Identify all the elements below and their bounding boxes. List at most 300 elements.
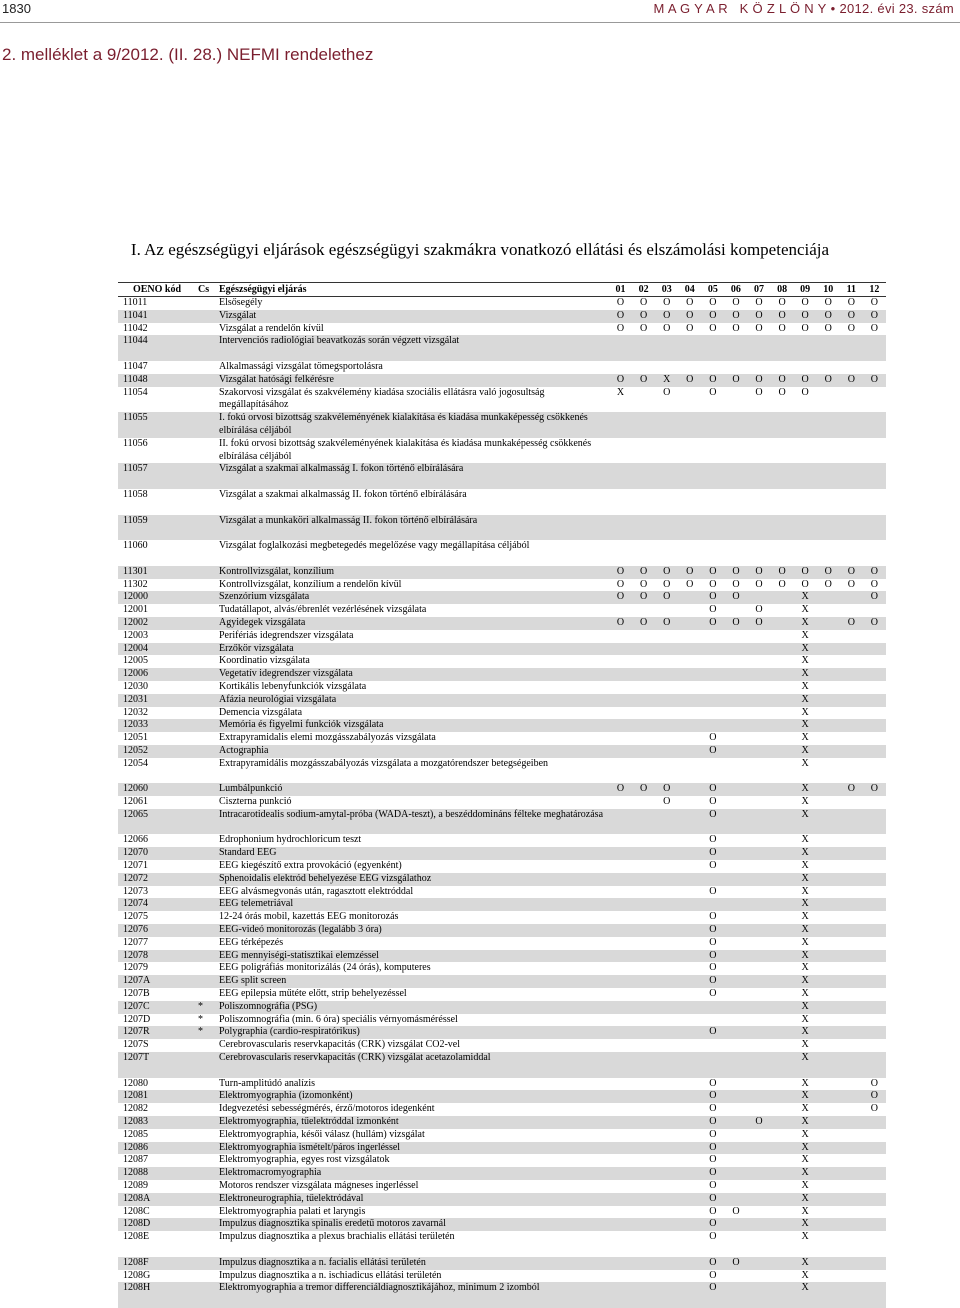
cell-procedure: Turn-amplitúdó analízis (219, 1077, 316, 1089)
table-row (118, 911, 886, 924)
cell-code: 11011 (123, 297, 148, 308)
annex-title: 2. melléklet a 9/2012. (II. 28.) NEFMI rendelethez (2, 45, 374, 64)
cell-mark: X (801, 1103, 809, 1115)
table-row (118, 1103, 886, 1116)
cell-procedure: Motoros rendszer vizsgálata mágneses ingerléssel (219, 1179, 419, 1191)
cell-mark: O (709, 847, 717, 859)
cell-mark: O (686, 373, 694, 385)
cell-mark: X (801, 1090, 809, 1102)
cell-mark: O (663, 297, 671, 308)
table-row (118, 438, 886, 464)
cell-procedure: Idegvezetési sebességmérés, érző/motoros idegenként (219, 1103, 435, 1115)
cell-code: 1207R (123, 1026, 150, 1038)
cell-procedure: Szakorvosi vizsgálat és szakvélemény kiadása szociális ellátásra való jogosultság megállapításához (219, 386, 545, 411)
cell-mark: O (870, 591, 879, 603)
cell-procedure: Lumbálpunkció (219, 783, 283, 795)
cell-code: 11055 (123, 412, 148, 424)
cell-mark: O (824, 322, 832, 334)
cell-procedure: Memória és figyelmi funkciók vizsgálata (219, 719, 384, 731)
cell-code: 1207D (123, 1013, 151, 1025)
journal-name (654, 1, 954, 16)
cell-mark: X (801, 808, 809, 820)
cell-procedure: Kontrollvizsgálat, konzílium (219, 565, 334, 577)
cell-code: 12080 (123, 1077, 148, 1089)
cell-mark: O (801, 322, 809, 334)
cell-code: 12000 (123, 591, 148, 603)
cell-mark: O (616, 309, 625, 321)
cell-mark: O (640, 578, 648, 590)
cell-mark: X (801, 936, 809, 948)
table-row (118, 796, 886, 809)
cell-mark: O (847, 565, 855, 577)
cell-mark: O (663, 578, 671, 590)
cell-mark: O (847, 578, 855, 590)
cell-mark: O (755, 297, 763, 308)
cell-code: 12032 (123, 706, 148, 718)
cell-mark: O (709, 1116, 717, 1127)
cell-code: 12065 (123, 808, 148, 820)
cell-procedure: Sphenoidalis elektród behelyezése EEG vizsgálathoz (219, 872, 432, 884)
table-row (118, 1129, 886, 1142)
cell-mark: O (709, 885, 717, 897)
cell-mark: O (616, 616, 625, 628)
cell-mark: O (709, 578, 717, 590)
cell-procedure: Vizsgálat hatósági felkérésre (219, 373, 334, 385)
cell-procedure: Elektromyographia palati et laryngis (219, 1205, 366, 1217)
cell-mark: O (870, 565, 879, 577)
cell-mark: O (801, 297, 809, 308)
cell-mark: X (616, 386, 625, 398)
table-row (118, 1270, 886, 1283)
section-title: I. Az egészségügyi eljárások egészségügyi szakmákra vonatkozó ellátási és elszámolási kompetenciája (130, 240, 830, 259)
table-row (118, 515, 886, 541)
cell-mark: O (870, 309, 879, 321)
header-profession-04: 04 (684, 284, 695, 295)
cell-procedure: Intracarotidealis sodium-amytal-próba (WADA-teszt), a beszéddomináns félteke meghatározása (219, 808, 604, 820)
cell-procedure: Intervenciós radiológiai beavatkozás során végzett vizsgálat (219, 335, 460, 347)
cell-mark: O (847, 616, 855, 628)
cell-mark: O (616, 322, 625, 334)
cell-mark: O (824, 373, 832, 385)
cell-code: 12073 (123, 885, 148, 897)
cell-mark: O (755, 373, 763, 385)
cell-cs: * (198, 1013, 203, 1025)
cell-mark: O (709, 1141, 717, 1153)
table-row (118, 1154, 886, 1167)
cell-mark: O (732, 297, 740, 308)
issue-label: 2012. évi 23. szám (839, 1, 954, 16)
table-row (118, 847, 886, 860)
cell-mark: O (709, 796, 717, 808)
cell-code: 1208C (123, 1205, 150, 1217)
cell-mark: O (709, 834, 717, 846)
header-profession-03: 03 (661, 284, 672, 295)
cell-procedure: Elektromacromyographia (219, 1167, 322, 1179)
cell-code: 1208E (123, 1231, 150, 1243)
cell-procedure: Vizsgálat a szakmai alkalmasság II. fokon történő elbírálására (219, 488, 467, 500)
cell-mark: O (709, 373, 717, 385)
cell-mark: O (755, 578, 763, 590)
cell-procedure: EEG telemetriával (219, 898, 294, 910)
cell-procedure: 12-24 órás mobil, kazettás EEG monitorozás (219, 911, 399, 923)
cell-mark: O (709, 565, 717, 577)
cell-procedure: EEG poligráfiás monitorizálás (24 órás), komputeres (219, 962, 431, 974)
cell-mark: O (709, 297, 717, 308)
cell-procedure: Impulzus diagnosztika a n. ischiadicus ellátási területén (219, 1269, 442, 1281)
bullet-separator: • (830, 1, 836, 16)
table-row (118, 1231, 886, 1257)
cell-code: 1208G (123, 1269, 151, 1281)
cell-mark: O (663, 591, 671, 603)
cell-mark: X (801, 1192, 809, 1204)
cell-mark: O (709, 732, 717, 744)
cell-mark: O (870, 578, 879, 590)
cell-code: 12066 (123, 834, 148, 846)
table-row (118, 783, 886, 796)
cell-mark: X (801, 1154, 809, 1166)
table-row (118, 591, 886, 604)
cell-mark: O (732, 1256, 740, 1268)
cell-mark: X (801, 1141, 809, 1153)
table-row (118, 361, 886, 374)
cell-procedure: Koordinatio vizsgálata (219, 655, 310, 667)
table-row (118, 1090, 886, 1103)
cell-mark: O (686, 322, 694, 334)
cell-mark: O (801, 578, 809, 590)
table-row (118, 540, 886, 566)
cell-code: 11041 (123, 309, 148, 321)
cell-procedure: EEG split screen (219, 975, 287, 987)
cell-code: 12086 (123, 1141, 148, 1153)
cell-code: 12002 (123, 616, 148, 628)
cell-mark: O (847, 783, 855, 795)
cell-code: 1207B (123, 988, 150, 1000)
cell-mark: O (686, 578, 694, 590)
cell-code: 12083 (123, 1116, 148, 1127)
cell-mark: O (640, 309, 648, 321)
cell-mark: X (801, 1256, 809, 1268)
cell-procedure: Kontrollvizsgálat, konzílium a rendelőn kívül (219, 578, 402, 590)
header-profession-07: 07 (754, 284, 764, 295)
cell-mark: O (732, 616, 740, 628)
cell-mark: O (709, 949, 717, 961)
cell-code: 12085 (123, 1128, 148, 1140)
cell-procedure: Extrapyramidális mozgásszabályozás vizsgálata a mozgatórendszer betegségeiben (219, 757, 549, 769)
cell-mark: O (709, 591, 717, 603)
cell-mark: O (616, 591, 625, 603)
cell-mark: X (801, 706, 809, 718)
cell-procedure: EEG-videó monitorozás (legalább 3 óra) (219, 924, 382, 936)
header-profession-11: 11 (846, 284, 857, 295)
cell-procedure: Actographia (219, 744, 269, 756)
cell-code: 12006 (123, 668, 148, 680)
table-row (118, 1167, 886, 1180)
cell-mark: X (801, 1218, 809, 1230)
cell-code: 12077 (123, 936, 148, 948)
cell-code: 1208D (123, 1218, 151, 1230)
cell-code: 12004 (123, 642, 148, 654)
cell-mark: X (801, 1282, 809, 1294)
cell-mark: O (663, 322, 671, 334)
cell-procedure: Tudatállapot, alvás/ébrenlét vezérlésének vizsgálata (219, 604, 427, 616)
cell-mark: O (709, 860, 717, 872)
cell-mark: O (616, 783, 625, 795)
cell-procedure: Edrophonium hydrochloricum teszt (219, 834, 362, 846)
cell-procedure: Vizsgálat (219, 309, 257, 321)
cell-code: 12052 (123, 744, 148, 756)
header-profession-12: 12 (869, 284, 880, 295)
cell-mark: O (709, 1128, 717, 1140)
cell-mark: O (709, 936, 717, 948)
cell-mark: O (870, 322, 879, 334)
table-row (118, 566, 886, 579)
table-row (118, 1039, 886, 1052)
cell-mark: X (801, 1231, 809, 1243)
cell-mark: O (709, 808, 717, 820)
cell-mark: O (640, 783, 648, 795)
cell-mark: O (732, 373, 740, 385)
cell-code: 12031 (123, 693, 148, 705)
cell-mark: O (709, 975, 717, 987)
cell-mark: O (663, 796, 671, 808)
cell-mark: O (686, 297, 694, 308)
cell-mark: O (709, 744, 717, 756)
table-row (118, 707, 886, 720)
cell-code: 12087 (123, 1154, 148, 1166)
cell-code: 12061 (123, 796, 148, 808)
cell-mark: O (870, 1090, 879, 1102)
table-row (118, 860, 886, 873)
cell-mark: O (870, 616, 879, 628)
cell-mark: O (801, 309, 809, 321)
cell-mark: X (801, 975, 809, 987)
cell-procedure: Elektromyographia, egyes rost vizsgálatok (219, 1154, 390, 1166)
table-row (118, 1193, 886, 1206)
cell-mark: O (847, 309, 855, 321)
cell-mark: O (709, 1218, 717, 1230)
page-header (0, 0, 960, 22)
table-row (118, 1052, 886, 1078)
cell-code: 11056 (123, 437, 148, 449)
cell-procedure: EEG epilepsia műtéte előtt, strip behelyezéssel (219, 988, 407, 1000)
cell-procedure: Afázia neurológiai vizsgálata (219, 693, 337, 705)
cell-mark: O (709, 924, 717, 936)
table-row (118, 834, 886, 847)
cell-mark: O (824, 565, 832, 577)
table-row (118, 732, 886, 745)
cell-mark: O (778, 386, 786, 398)
cell-mark: X (801, 1000, 809, 1012)
table-row (118, 1180, 886, 1193)
cell-mark: O (709, 1103, 717, 1115)
table-row (118, 374, 886, 387)
cell-code: 12081 (123, 1090, 148, 1102)
table-row (118, 1026, 886, 1039)
cell-mark: X (801, 1269, 809, 1281)
cell-procedure: Szenzórium vizsgálata (219, 591, 310, 603)
cell-mark: X (801, 668, 809, 680)
table-row (118, 1142, 886, 1155)
cell-procedure: EEG mennyiségi-statisztikai elemzéssel (219, 949, 379, 961)
table-row (118, 1282, 886, 1308)
cell-mark: X (801, 693, 809, 705)
cell-code: 1208A (123, 1192, 151, 1204)
cell-procedure: Vizsgálat a szakmai alkalmasság I. fokon történő elbírálására (219, 463, 464, 475)
cell-procedure: Kortikális lebenyfunkciók vizsgálata (219, 680, 367, 692)
cell-mark: O (640, 591, 648, 603)
competency-table (118, 282, 886, 1308)
cell-mark: O (709, 309, 717, 321)
table-row (118, 412, 886, 438)
cell-procedure: Elektromyographia, késői válasz (hullám) vizsgálat (219, 1128, 425, 1140)
table-row (118, 681, 886, 694)
cell-code: 11057 (123, 463, 148, 475)
cell-procedure: Impulzus diagnosztika a plexus brachialis ellátási területén (219, 1231, 455, 1243)
table-row (118, 950, 886, 963)
cell-mark: O (640, 322, 648, 334)
cell-procedure: II. fokú orvosi bizottság szakvéleményének kialakítása és kiadása munkaképesség csökkenés elbírálása céljából (219, 437, 592, 462)
cell-mark: X (801, 1013, 809, 1025)
cell-mark: O (847, 322, 855, 334)
cell-mark: O (709, 911, 717, 923)
cell-code: 12074 (123, 898, 148, 910)
cell-mark: O (778, 565, 786, 577)
cell-mark: X (801, 680, 809, 692)
cell-code: 1207S (123, 1039, 149, 1051)
header-profession-08: 08 (777, 284, 788, 295)
cell-code: 11054 (123, 386, 148, 398)
cell-procedure: Vegetatív idegrendszer vizsgálata (219, 668, 353, 680)
cell-mark: X (801, 604, 809, 616)
cell-procedure: Vizsgálat a munkaköri alkalmasság II. fokon történő elbírálására (219, 514, 478, 526)
cell-mark: O (663, 565, 671, 577)
cell-procedure: Vizsgálat a rendelőn kívül (219, 322, 324, 334)
cell-code: 11060 (123, 540, 148, 552)
cell-code: 1208F (123, 1256, 149, 1268)
table-row (118, 719, 886, 732)
cell-procedure: Perifériás idegrendszer vizsgálata (219, 629, 354, 641)
cell-mark: O (663, 386, 671, 398)
cell-code: 11302 (123, 578, 148, 590)
cell-mark: O (616, 297, 625, 308)
cell-mark: O (778, 297, 786, 308)
cell-code: 1208H (123, 1282, 151, 1294)
cell-mark: O (801, 373, 809, 385)
cell-code: 12075 (123, 911, 148, 923)
cell-mark: X (801, 796, 809, 808)
cell-mark: O (709, 962, 717, 974)
cell-mark: O (755, 1116, 763, 1127)
cell-mark: X (801, 1116, 809, 1127)
table-row (118, 745, 886, 758)
cell-mark: O (847, 373, 855, 385)
cell-mark: X (801, 783, 809, 795)
cell-procedure: EEG alvásmegvonás után, ragasztott elektróddal (219, 885, 414, 897)
cell-code: 12003 (123, 629, 148, 641)
cell-mark: O (709, 1205, 717, 1217)
cell-mark: O (755, 322, 763, 334)
cell-procedure: EEG térképezés (219, 936, 284, 948)
cell-mark: O (709, 988, 717, 1000)
cell-mark: O (709, 1192, 717, 1204)
cell-code: 12051 (123, 732, 148, 744)
cell-code: 1207A (123, 975, 151, 987)
cell-mark: O (732, 591, 740, 603)
cell-mark: O (870, 1077, 879, 1089)
cell-code: 11048 (123, 373, 148, 385)
cell-mark: X (801, 860, 809, 872)
table-row (118, 975, 886, 988)
cell-mark: X (801, 834, 809, 846)
cell-cs: * (198, 1000, 203, 1012)
cell-mark: O (824, 578, 832, 590)
cell-procedure: Cerebrovascularis reservkapacitás (CRK) vizsgálat CO2-vel (219, 1039, 461, 1051)
cell-mark: X (801, 924, 809, 936)
table-row (118, 387, 886, 413)
cell-mark: O (640, 616, 648, 628)
cell-mark: O (709, 386, 717, 398)
header-rule (0, 22, 960, 23)
cell-mark: O (801, 386, 809, 398)
cell-mark: O (709, 604, 717, 616)
table-row (118, 643, 886, 656)
cell-procedure: Impulzus diagnosztika spinalis eredetű motoros zavarnál (219, 1218, 446, 1230)
cell-mark: O (824, 309, 832, 321)
cell-procedure: Vizsgálat foglalkozási megbetegedés megelőzése vagy megállapítása céljából (219, 540, 530, 552)
cell-procedure: I. fokú orvosi bizottság szakvéleményének kialakítása és kiadása munkaképesség csökkenés elbírálása céljából (219, 412, 588, 436)
cell-mark: X (801, 757, 809, 769)
header-profession-06: 06 (730, 284, 741, 295)
cell-code: 12082 (123, 1103, 148, 1115)
table-row (118, 463, 886, 489)
cell-mark: O (663, 309, 671, 321)
cell-mark: O (778, 309, 786, 321)
cell-mark: O (732, 565, 740, 577)
cell-mark: O (709, 1179, 717, 1191)
cell-code: 11058 (123, 488, 148, 500)
table-header-row (118, 282, 886, 297)
table-row (118, 617, 886, 630)
table-row (118, 579, 886, 592)
cell-procedure: Extrapyramidalis elemi mozgásszabályozás vizsgálata (219, 732, 436, 744)
cell-mark: X (801, 898, 809, 910)
journal-letters: M A G Y A R K Ö Z L Ö N Y (653, 1, 827, 16)
table-row (118, 962, 886, 975)
cell-mark: X (801, 911, 809, 923)
table-row (118, 694, 886, 707)
cell-mark: X (801, 629, 809, 641)
cell-procedure: Alkalmassági vizsgálat tömegsportolásra (219, 360, 383, 372)
cell-mark: O (732, 309, 740, 321)
cell-procedure: Elsősegély (219, 297, 263, 308)
header-profession-10: 10 (823, 284, 834, 295)
cell-mark: X (801, 1167, 809, 1179)
cell-mark: O (870, 373, 879, 385)
header-procedure: Egészségügyi eljárás (219, 284, 307, 295)
cell-mark: X (801, 655, 809, 667)
cell-code: 1207T (123, 1052, 150, 1064)
cell-code: 12088 (123, 1167, 148, 1179)
cell-mark: X (801, 1052, 809, 1064)
table-row (118, 758, 886, 784)
cell-procedure: Ciszterna punkció (219, 796, 292, 808)
table-row (118, 1014, 886, 1027)
cell-procedure: Poliszomnográfia (min. 6 óra) speciális vérnyomásméréssel (219, 1013, 458, 1025)
header-oeno-code: OENO kód (132, 284, 182, 295)
header-profession-05: 05 (707, 284, 718, 295)
cell-mark: O (732, 578, 740, 590)
cell-mark: O (778, 322, 786, 334)
